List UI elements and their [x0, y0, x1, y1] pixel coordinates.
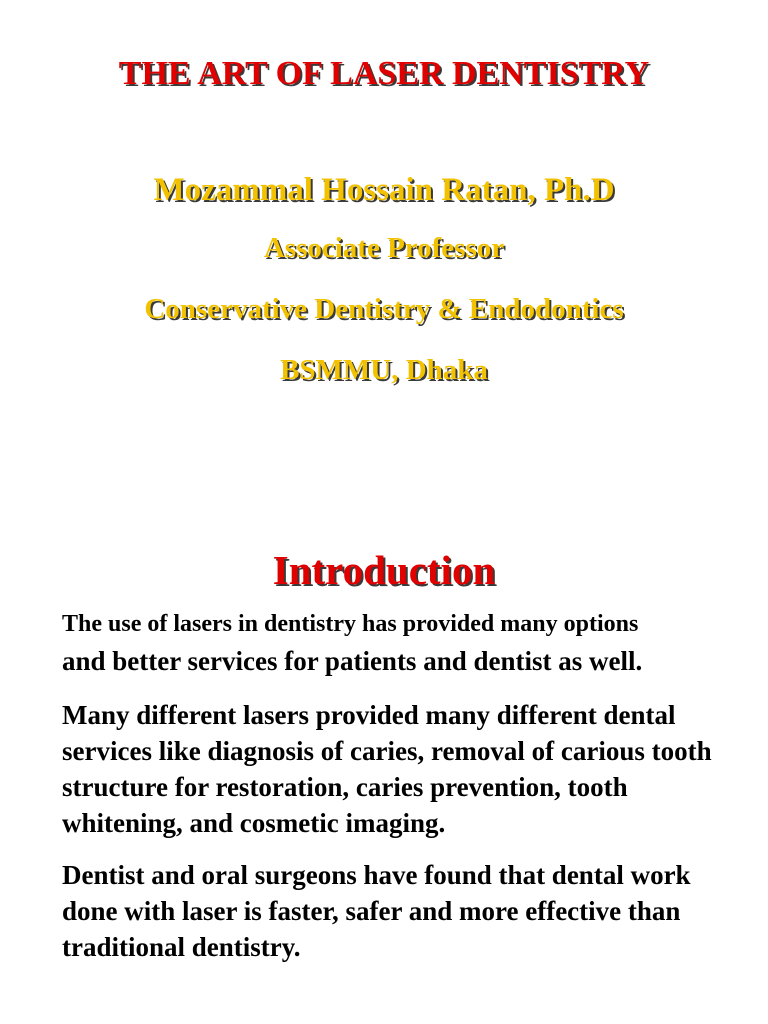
- section-heading: Introduction: [272, 547, 496, 593]
- paragraph-3: Dentist and oral surgeons have found that dental work done with laser is faster, safer and more effective than traditional dentistry.: [62, 860, 691, 962]
- author-name: Mozammal Hossain Ratan, Ph.D: [153, 172, 615, 208]
- paragraph-1-line-2: and better services for patients and dentist as well.: [62, 646, 643, 676]
- author-institution: BSMMU, Dhaka: [280, 354, 488, 386]
- author-block: [0, 166, 768, 390]
- page-title: THE ART OF LASER DENTISTRY: [118, 55, 650, 92]
- author-position: Associate Professor: [263, 232, 505, 264]
- author-department: Conservative Dentistry & Endodontics: [144, 293, 624, 325]
- paragraph-2: Many different lasers provided many different dental services like diagnosis of caries, removal of carious tooth structure for restoration, caries prevention, tooth whitening, and cosmetic imaging.: [62, 700, 712, 838]
- paragraph-1-line-1: The use of lasers in dentistry has provided many options: [62, 611, 639, 637]
